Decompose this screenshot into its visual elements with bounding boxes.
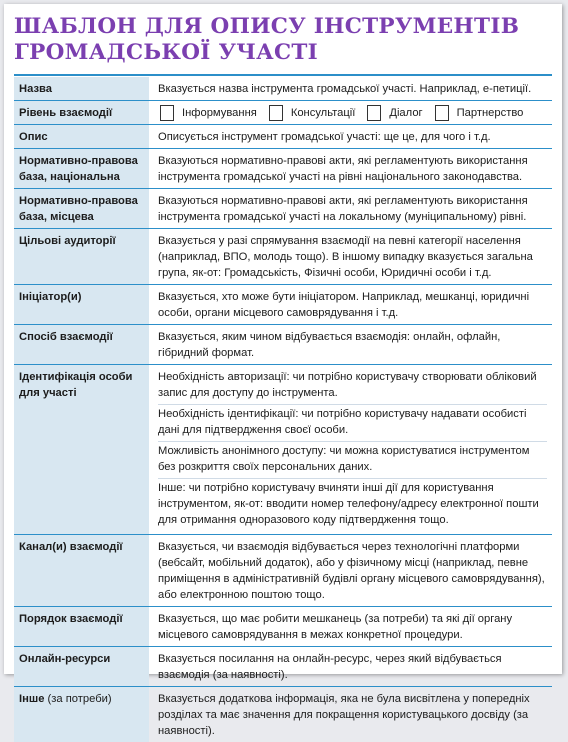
checkbox[interactable] [269, 105, 283, 121]
table-row-description [14, 125, 552, 149]
row-label: Нормативно-правова база, місцева [14, 189, 149, 229]
row-label: Онлайн-ресурси [14, 647, 149, 687]
row-label: Назва [14, 77, 149, 101]
checkbox[interactable] [367, 105, 381, 121]
table-row-name [14, 77, 552, 101]
page-title: ШАБЛОН ДЛЯ ОПИСУ ІНСТРУМЕНТІВ ГРОМАДСЬКОЇ УЧАСТІ [14, 14, 554, 66]
identification-item: Можливість анонімного доступу: чи можна користуватися інструментом без розкриття своїх персональних даних. [158, 443, 547, 479]
level-option-informing[interactable] [160, 105, 257, 121]
table-row-procedure [14, 607, 552, 647]
option-label: Інформування [182, 105, 257, 121]
option-label: Консультації [291, 105, 356, 121]
row-value: Вказується, чи взаємодія відбувається через технологічні платформи (вебсайт, мобільний додаток), або у фізичному місці (наприклад, певне приміщення в адміністративній будівлі органу місцевого самоврядування), або електронною поштою тощо. [149, 535, 552, 607]
row-label: Ініціатор(и) [14, 285, 149, 325]
row-value: Вказується, хто може бути ініціатором. Наприклад, мешканці, юридичні особи, органи місцевого самоврядування і т.д. [149, 285, 552, 325]
row-value: Вказується у разі спрямування взаємодії на певні категорії населення (наприклад, ВПО, молодь тощо). В іншому випадку вказується загальна група, як-от: Громадськість, Фізичні особи, Юридичні особи і т.д. [149, 229, 552, 285]
table-row-interaction-method [14, 325, 552, 365]
table-row-target-audiences [14, 229, 552, 285]
table-row-legal-local [14, 189, 552, 229]
option-label: Діалог [389, 105, 422, 121]
template-table [14, 77, 552, 742]
row-value: Вказується назва інструмента громадської участі. Наприклад, е-петиції. [149, 77, 552, 101]
checkbox[interactable] [435, 105, 449, 121]
table-row-online-resources [14, 647, 552, 687]
table-row-level [14, 101, 552, 125]
identification-item: Інше: чи потрібно користувачу вчиняти інші дії для користування інструментом, як-от: вводити номер телефону/адресу електронної пошти для отримання одноразового коду підтвердження тощо. [158, 480, 547, 531]
row-value: Описується інструмент громадської участі: ще це, для чого і т.д. [149, 125, 552, 149]
identification-item: Необхідність ідентифікації: чи потрібно користувачу надавати особисті дані для підтвердження своєї особи. [158, 406, 547, 442]
level-option-partnership[interactable] [435, 105, 524, 121]
level-option-dialogue[interactable] [367, 105, 422, 121]
row-label: Інше [19, 693, 44, 705]
row-label: Ідентифікація особи для участі [14, 365, 149, 535]
row-label: Опис [14, 125, 149, 149]
row-value: Вказується посилання на онлайн-ресурс, через який відбувається взаємодія (за наявності). [149, 647, 552, 687]
identification-item: Необхідність авторизації: чи потрібно користувачу створювати обліковий запис для доступу до інструмента. [158, 369, 547, 405]
level-options [149, 101, 552, 125]
row-label: Нормативно-правова база, національна [14, 149, 149, 189]
row-label-note: (за потреби) [48, 693, 112, 705]
row-value: Вказуються нормативно-правові акти, які регламентують використання інструмента громадської участі на рівні національного законодавства. [149, 149, 552, 189]
identification-items [149, 365, 552, 535]
table-row-identification [14, 365, 552, 535]
row-label: Цільові аудиторії [14, 229, 149, 285]
row-value: Вказуються нормативно-правові акти, які регламентують використання інструмента громадської участі на локальному (муніципальному) рівні. [149, 189, 552, 229]
template-card [4, 4, 562, 674]
row-label: Канал(и) взаємодії [14, 535, 149, 607]
checkbox[interactable] [160, 105, 174, 121]
row-value: Вказується, що має робити мешканець (за потреби) та які дії органу місцевого самоврядування в межах конкретної процедури. [149, 607, 552, 647]
level-option-consultations[interactable] [269, 105, 356, 121]
table-row-other [14, 687, 552, 742]
title-rule [14, 74, 552, 76]
row-value: Вказується додаткова інформація, яка не була висвітлена у попередніх розділах та має значення для покращення користувацького досвіду (за наявності). [149, 687, 552, 742]
row-label: Рівень взаємодії [14, 101, 149, 125]
row-label: Порядок взаємодії [14, 607, 149, 647]
row-label-other [14, 687, 149, 742]
option-label: Партнерство [457, 105, 524, 121]
table-row-channels [14, 535, 552, 607]
table-row-legal-national [14, 149, 552, 189]
table-row-initiators [14, 285, 552, 325]
row-label: Спосіб взаємодії [14, 325, 149, 365]
row-value: Вказується, яким чином відбувається взаємодія: онлайн, офлайн, гібридний формат. [149, 325, 552, 365]
